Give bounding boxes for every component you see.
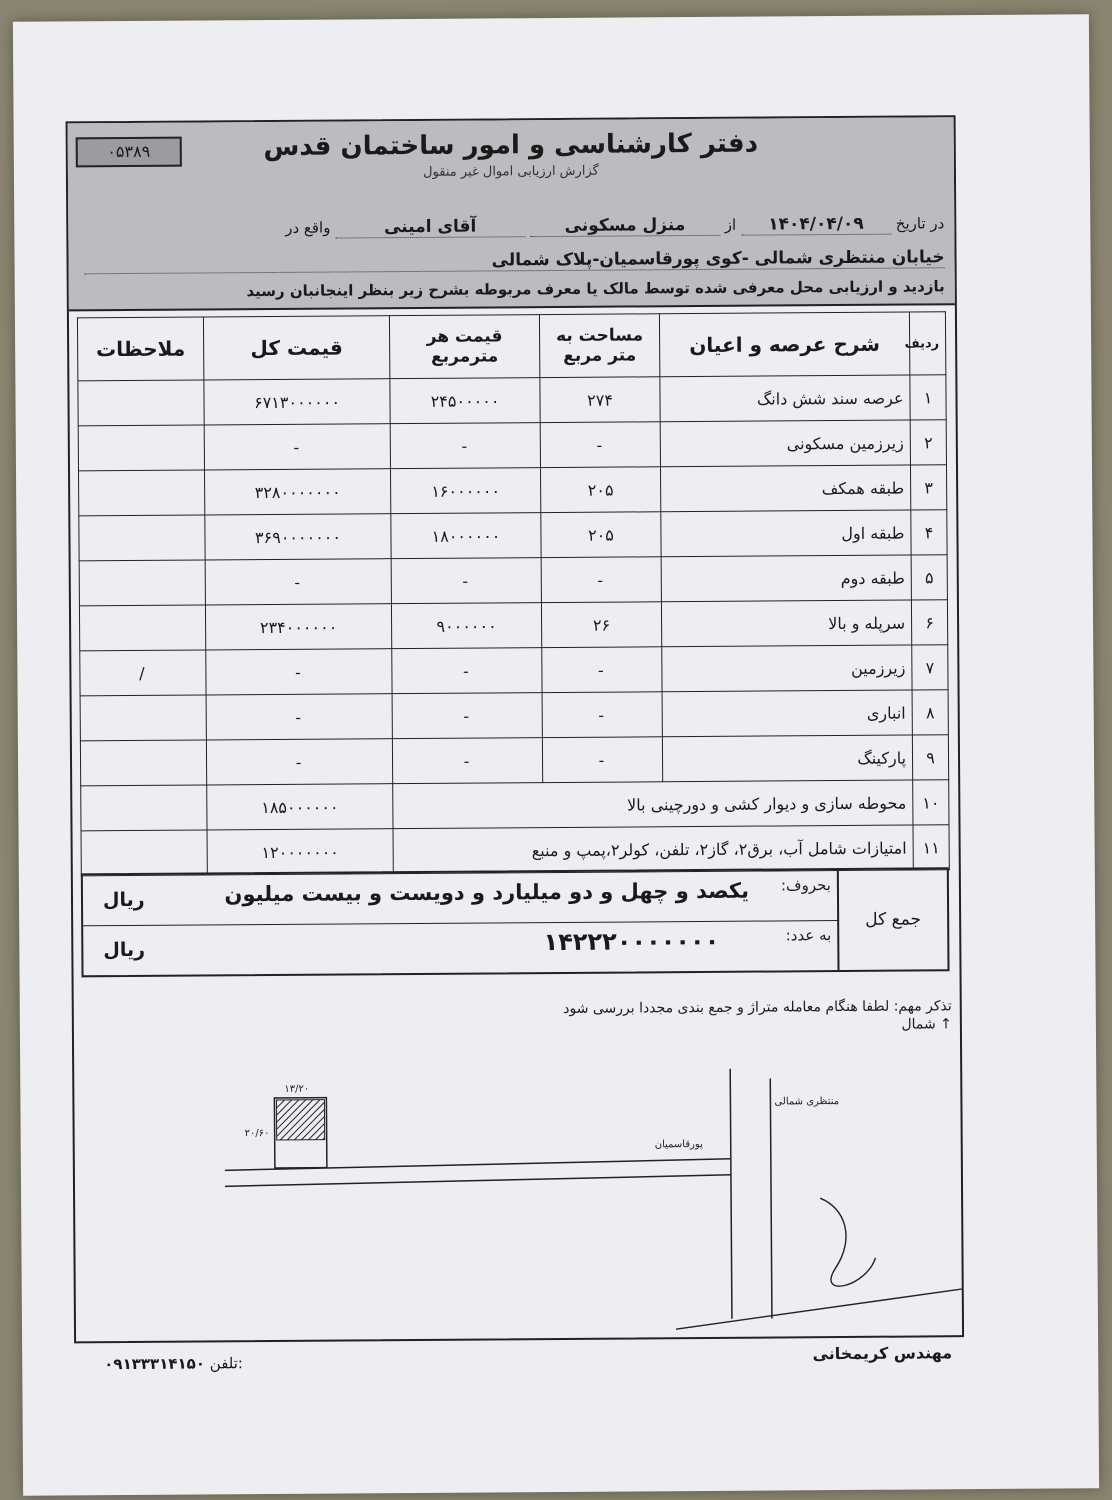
header-description: شرح عرصه و اعیان	[659, 312, 909, 377]
address-line	[78, 247, 944, 274]
cell-total-price: ۳۶۹۰۰۰۰۰۰۰	[205, 514, 391, 560]
from-label: از	[724, 215, 737, 234]
cell-total-price: -	[206, 694, 392, 740]
header-total-price: قیمت کل	[203, 316, 389, 380]
cell-total-price: -	[206, 739, 392, 785]
header-unit-price: قیمت هر مترمربع	[389, 315, 539, 379]
address: خیابان منتظری شمالی -کوی پورقاسمیان-پلاک شمالی	[84, 247, 944, 274]
cell-index: ۶	[911, 600, 947, 645]
cell-total-price: -	[206, 649, 392, 695]
cell-notes	[79, 560, 205, 606]
table-row	[79, 465, 947, 516]
cell-index: ۹	[912, 735, 948, 780]
cell-area: -	[541, 557, 661, 603]
cell-unit-price: -	[391, 558, 541, 604]
total-box	[81, 867, 950, 977]
cell-description: محوطه سازی و دیوار کشی و دورچینی بالا	[393, 780, 913, 829]
cell-description: طبقه اول	[661, 510, 911, 557]
report-subtitle: گزارش ارزیابی اموال غیر منقول	[423, 163, 599, 180]
cell-index: ۴	[911, 510, 947, 555]
cell-area: -	[542, 692, 662, 738]
cell-notes	[78, 425, 204, 471]
owner-name: آقای امینی	[335, 216, 525, 238]
phone-value: ۰۹۱۳۳۳۱۴۱۵۰	[104, 1354, 206, 1374]
cell-description: زیرزمین	[662, 645, 912, 692]
note-line: تذکر مهم: لطفا هنگام معامله متراژ و جمع بندی مجددا بررسی شود	[563, 998, 952, 1017]
header-area: مساحت به متر مربع	[539, 314, 659, 378]
street-alley-label: پورقاسمیان	[654, 1138, 703, 1151]
cell-index: ۱	[910, 375, 946, 420]
cell-area: -	[542, 737, 662, 783]
cell-unit-price: -	[392, 738, 542, 784]
cell-description: انباری	[662, 690, 912, 737]
table-row	[79, 555, 947, 606]
cell-unit-price: -	[390, 423, 540, 469]
date-label: در تاریخ	[895, 214, 945, 233]
cell-description: سرپله و بالا	[661, 600, 911, 647]
cell-notes: /	[80, 650, 206, 696]
cell-description: طبقه همکف	[660, 465, 910, 512]
currency-digits: ریال	[103, 938, 146, 962]
dimension-side: ۲۰/۶۰	[244, 1128, 270, 1140]
cell-index: ۷	[912, 645, 948, 690]
cell-notes	[80, 695, 206, 741]
office-title: دفتر کارشناسی و امور ساختمان قدس	[263, 128, 759, 163]
cell-notes	[81, 830, 207, 876]
cell-total-price: -	[205, 559, 391, 605]
cell-notes	[79, 470, 205, 516]
serial-number: ۰۵۳۸۹	[76, 137, 182, 168]
cell-area: ۲۷۴	[540, 377, 660, 423]
cell-total-price: -	[204, 424, 390, 470]
phone-line	[104, 1354, 243, 1373]
table-row	[78, 375, 946, 426]
paper-sheet	[13, 14, 1099, 1495]
property-type: منزل مسکونی	[530, 215, 720, 237]
cell-description: زیرزمین مسکونی	[660, 420, 910, 467]
cell-description: امتیازات شامل آب، برق۲، گاز۲، تلفن، کولر۲،پمپ و منبع	[393, 825, 913, 874]
located-label: واقع در	[285, 218, 331, 237]
important-note	[563, 997, 952, 1036]
cell-area: -	[542, 647, 662, 693]
appraisal-form	[66, 115, 965, 1374]
items-table	[77, 311, 950, 876]
cell-description: طبقه دوم	[661, 555, 911, 602]
cell-area: ۲۰۵	[540, 467, 660, 513]
cell-unit-price: -	[392, 648, 542, 694]
cell-unit-price: ۲۴۵۰۰۰۰۰	[390, 378, 540, 424]
cell-description: پارکینگ	[662, 735, 912, 782]
cell-total-price: ۳۲۸۰۰۰۰۰۰۰	[205, 469, 391, 515]
cell-area: ۲۰۵	[541, 512, 661, 558]
table-row	[79, 510, 947, 561]
cell-index: ۸	[912, 690, 948, 735]
date-value: ۱۴۰۴/۰۴/۰۹	[741, 214, 891, 236]
cell-total-price: ۲۳۴۰۰۰۰۰۰	[205, 604, 391, 650]
table-row	[81, 780, 949, 831]
cell-unit-price: -	[392, 693, 542, 739]
cell-area: ۲۶	[541, 602, 661, 648]
cell-index: ۱۱	[913, 825, 949, 870]
cell-index: ۲	[910, 420, 946, 465]
header-index: ردیف	[909, 312, 945, 375]
cell-index: ۳	[910, 465, 946, 510]
cell-notes	[79, 515, 205, 561]
total-label: جمع کل	[837, 869, 948, 970]
cell-total-price: ۱۸۵۰۰۰۰۰۰	[207, 784, 393, 830]
cell-unit-price: ۹۰۰۰۰۰۰	[391, 603, 541, 649]
cell-unit-price: ۱۶۰۰۰۰۰۰	[390, 468, 540, 514]
table-row	[80, 690, 948, 741]
total-words	[83, 870, 839, 926]
words-value: یکصد و چهل و دو میلیارد و دویست و بیست میلیون	[224, 878, 750, 907]
currency-words: ریال	[102, 888, 145, 912]
header-band	[68, 117, 955, 311]
intro-text: بازدید و ارزیابی محل معرفی شده توسط مالک یا معرف مربوطه بشرح زیر بنظر اینجانبان رسید	[246, 277, 945, 301]
total-digits	[83, 920, 839, 975]
engineer-name: مهندس کریمخانی	[812, 1343, 953, 1364]
cell-unit-price: ۱۸۰۰۰۰۰۰	[391, 513, 541, 559]
digits-value: ۱۴۲۲۲۰۰۰۰۰۰۰	[543, 926, 720, 957]
cell-notes	[79, 605, 205, 651]
table-row	[78, 420, 946, 471]
cell-notes	[81, 785, 207, 831]
north-label: ↑ شمال	[901, 1016, 952, 1033]
header-notes: ملاحظات	[77, 317, 203, 381]
table-row	[80, 735, 948, 786]
cell-notes	[80, 740, 206, 786]
dimension-top: ۱۳/۲۰	[284, 1083, 310, 1095]
digits-label: به عدد:	[785, 926, 832, 945]
street-main-label: منتظری شمالی	[774, 1096, 840, 1108]
phone-label: تلفن:	[209, 1354, 244, 1373]
table-row	[79, 600, 947, 651]
words-label: بحروف:	[780, 876, 831, 895]
table-header-row	[77, 312, 945, 381]
cell-notes	[78, 380, 204, 426]
date-line	[78, 213, 944, 240]
cell-description: عرصه سند شش دانگ	[660, 375, 910, 422]
table-row	[80, 645, 948, 696]
cell-total-price: ۱۲۰۰۰۰۰۰۰	[207, 829, 393, 875]
cell-total-price: ۶۷۱۳۰۰۰۰۰۰	[204, 379, 390, 425]
cell-index: ۱۰	[913, 780, 949, 825]
cell-index: ۵	[911, 555, 947, 600]
cell-area: -	[540, 422, 660, 468]
